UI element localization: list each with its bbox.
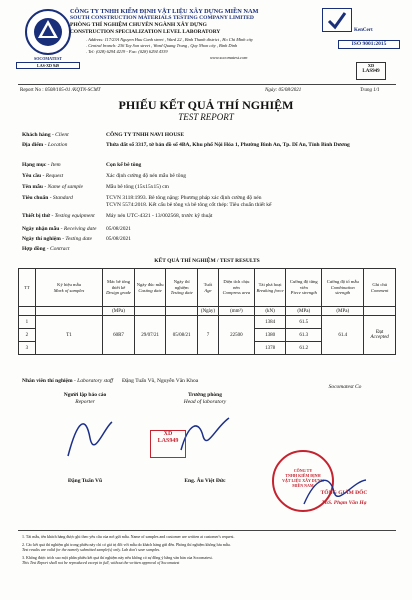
field-contract <box>22 246 396 256</box>
casting-date: 29/07/21 <box>134 316 166 355</box>
field-label-en: - Location <box>44 142 68 148</box>
piece-index: 1 <box>19 316 36 329</box>
piece-index: 3 <box>19 342 36 355</box>
field-label-en: - Item <box>47 162 61 168</box>
tel-line: . Tel: (028) 6294 4219 - Fax: (028) 6294 4339 <box>86 49 168 54</box>
col-header: TT <box>19 269 36 307</box>
xd-badge-bottom: LAS949 <box>362 68 380 74</box>
report-no-value: 0508/105-01 /KQTN-SCMT <box>44 88 101 93</box>
director-title: TỔNG GIÁM ĐỐC <box>320 490 368 496</box>
field-receiving-date <box>22 226 396 236</box>
company-name-vn: CÔNG TY TNHH KIỂM ĐỊNH VẬT LIỆU XÂY DỰNG MIỀN NAM <box>70 8 259 15</box>
results-title: KẾT QUẢ THÍ NGHIỆM / TEST RESULTS <box>154 258 260 264</box>
col-header: Cường độ tổ mẫu Combination strength <box>322 269 364 307</box>
field-label: Địa điểm <box>22 142 44 148</box>
website: www.socomatest.com <box>210 55 248 60</box>
design-grade: 60R7 <box>103 316 135 355</box>
report-date: Ngày: 05/08/2021 <box>265 88 302 93</box>
note-item: This Test Report shall not be reproduced except in full, without the written approval of Socomatest <box>22 560 180 565</box>
field-value: 05/08/2021 <box>106 236 132 242</box>
col-header: Ngày đúc mẫu Casting date <box>134 269 166 307</box>
field-sample-name <box>22 184 396 195</box>
col-header: Ghi chú Comment <box>364 269 396 307</box>
unit-cell: (kN) <box>254 307 286 316</box>
reporter-name: Đặng Tuấn Vũ <box>67 478 103 484</box>
field-value: Xác định cường độ nén mẫu bê tông <box>106 173 186 179</box>
unit-cell: (MPa) <box>322 307 364 316</box>
comment: Đạt Accepted <box>364 316 396 355</box>
xd-badge <box>356 62 386 80</box>
field-label: Khách hàng <box>22 132 51 138</box>
company-name-en: SOUTH CONSTRUCTION MATERIALS TESTING COMPANY LIMITED <box>70 15 254 21</box>
piece-index: 2 <box>19 329 36 342</box>
field-label: Thiết bị thử <box>22 213 51 219</box>
logo-caption: SOCOMATEST <box>34 56 62 61</box>
lab-staff-value: Đặng Tuấn Vũ, Nguyễn Văn Khoa <box>122 378 199 384</box>
field-label-en: - Contract <box>46 246 70 252</box>
seal-text: CÔNG TY TNHH KIỂM ĐỊNH VẬT LIỆU XÂY DỰNG MIỀN NAM <box>282 468 324 488</box>
field-label: Tiêu chuẩn <box>22 195 49 201</box>
field-label-en: - Client <box>51 132 69 138</box>
field-label: Hạng mục <box>22 162 47 168</box>
field-label: Ngày nhận mẫu <box>22 226 60 232</box>
sample-mark: T1 <box>35 316 102 355</box>
combination-strength: 61.4 <box>322 316 364 355</box>
note-item: 3. Không được trích sao một phần phiếu kết quả thí nghiệm này nếu không có sự đồng ý bằng văn bản của Socomatest. <box>22 555 213 560</box>
field-value: Thửa đất số 3317, tờ bản đồ số 4BA, Khu phố Nội Hóa 1, Phường Bình An, Tp. Dĩ An, Tỉnh Bình Dương <box>106 142 350 148</box>
testing-date: 05/08/21 <box>166 316 198 355</box>
field-value: Cọn kế bê tông <box>106 162 142 168</box>
field-label-en: - Testing equipment <box>51 213 95 219</box>
unit-cell <box>166 307 198 316</box>
field-testing-date <box>22 236 396 246</box>
unit-cell: (Ngày) <box>197 307 218 316</box>
field-request <box>22 173 396 184</box>
piece-strength: 61.5 <box>286 316 322 329</box>
breaking-force: 1384 <box>254 316 286 329</box>
field-value: TCVN 3118:1993. Bê tông nặng: Phương pháp xác định cường độ nén TCVN 5574:2018. Kết cấu bê tông và bê tông cốt thép: Tiêu chuẩn thiết kế <box>106 195 272 208</box>
report-no <box>20 88 200 94</box>
page-number: Trang 1/1 <box>360 88 380 93</box>
title-en: TEST REPORT <box>178 112 234 122</box>
xd-badge-top: XD <box>367 63 375 68</box>
field-value <box>106 246 396 256</box>
kencert-label: KenCert <box>354 28 373 33</box>
info-fields <box>22 132 396 256</box>
unit-cell: (MPa) <box>286 307 322 316</box>
field-standard <box>22 195 396 213</box>
note-item: Test results are valid for the namely submitted sample(s) only. Lab don't save samples. <box>22 547 161 552</box>
lab-staff-label-en: - Laboratory staff <box>73 378 114 384</box>
table-row <box>19 316 396 329</box>
lab-stamp <box>150 430 186 458</box>
field-label-en: - Receiving date <box>60 226 97 232</box>
note-item: 2. Các kết quả thí nghiệm ghi trong phiếu này chỉ có giá trị đối với mẫu do khách hàng gửi đến. Phòng thí nghiệm không lưu mẫu. <box>22 542 231 547</box>
compress-area: 22500 <box>219 316 255 355</box>
breaking-force: 1380 <box>254 329 286 342</box>
col-header: Cường độ từng viên Piece strength <box>286 269 322 307</box>
field-label-en: - Request <box>42 173 64 179</box>
lab-stamp-top: XD <box>163 431 173 437</box>
unit-cell <box>35 307 102 316</box>
notes-divider <box>18 530 396 531</box>
field-value: Mẫu bê tông (15x15x15) cm <box>106 184 169 190</box>
field-value: CÔNG TY TNHH NAVI HOUSE <box>106 132 185 138</box>
socomatest-logo <box>24 8 72 56</box>
col-header: Tuổi Age <box>197 269 218 307</box>
unit-cell: (mm²) <box>219 307 255 316</box>
unit-cell <box>134 307 166 316</box>
col-header: Ngày thí nghiệm Testing date <box>166 269 198 307</box>
report-no-label: Report No : <box>20 88 44 93</box>
breaking-force: 1378 <box>254 342 286 355</box>
note-item: 1. Tài mẫu, tên khách hàng được ghi theo yêu cầu của nơi gửi mẫu. Name of samples and customer are written at customer's request. <box>22 534 235 539</box>
table-header-row <box>19 269 396 307</box>
unit-cell <box>364 307 396 316</box>
col-header: Ký hiệu mẫu Mark of samples <box>35 269 102 307</box>
department-en: CONSTRUCTION SPECIALIZATION LEVEL LABORATORY <box>70 29 221 35</box>
branch-line: . Central branch: 236 Tay Son street , Ward Quang Trung , Quy Nhon city , Binh Dinh <box>86 43 238 48</box>
company-signature-label: Socomatest Co <box>328 384 362 390</box>
col-header: Diện tích chịu nén Compress area <box>219 269 255 307</box>
col-header: Mác bê tông thiết kế Design grade <box>103 269 135 307</box>
notes <box>22 534 396 565</box>
units-row <box>19 307 396 316</box>
unit-cell <box>19 307 36 316</box>
field-label: Tên mẫu <box>22 184 43 190</box>
field-item <box>22 162 396 173</box>
director-name: ThS. Phạm Văn Hạ <box>321 500 367 506</box>
reporter-title: Người lập báo cáo <box>63 392 107 398</box>
field-label-en: - Testing date <box>62 236 92 242</box>
field-equipment <box>22 213 396 226</box>
field-value: 05/08/2021 <box>106 226 132 232</box>
lab-staff-label: Nhân viên thí nghiệm <box>22 378 73 384</box>
department-vn: PHÒNG THÍ NGHIỆM CHUYÊN NGÀNH XÂY DỰNG <box>70 22 207 28</box>
head-name: Eng. Âu Việt Đức <box>184 478 226 484</box>
results-table <box>18 268 396 355</box>
unit-cell: (MPa) <box>103 307 135 316</box>
header-divider <box>18 84 396 85</box>
field-location <box>22 142 396 162</box>
reporter-signature <box>60 408 120 468</box>
field-label: Yêu cầu <box>22 173 42 179</box>
field-label: Hợp đồng <box>22 246 46 252</box>
field-label-en: - Standard <box>49 195 73 201</box>
address-line: . Address: 117/23A Nguyen Huu Canh street , Ward 22 , Binh Thanh district , Ho Chi Minh city <box>86 37 253 42</box>
age: 7 <box>197 316 218 355</box>
lab-stamp-bottom: LAS949 <box>157 438 179 444</box>
field-value: Máy nén UTC-4321 - 13/002568, trước kỹ thuật <box>106 213 213 219</box>
iso-badge: ISO 9001:2015 <box>338 40 400 49</box>
field-label: Ngày thí nghiệm <box>22 236 61 242</box>
kencert-logo <box>322 8 352 32</box>
field-client <box>22 132 396 142</box>
head-title-en: Head of laboratory <box>183 399 227 405</box>
piece-strength: 61.3 <box>286 329 322 342</box>
col-header: Tải phá hoại Breaking force <box>254 269 286 307</box>
title-vn: PHIẾU KẾT QUẢ THÍ NGHIỆM <box>118 98 294 112</box>
piece-strength: 61.2 <box>286 342 322 355</box>
head-title: Trưởng phòng <box>188 392 222 398</box>
logo-las: LAS-XD 949 <box>16 62 80 69</box>
reporter-title-en: Reporter <box>75 399 95 405</box>
field-label-en: - Name of sample <box>44 184 83 190</box>
